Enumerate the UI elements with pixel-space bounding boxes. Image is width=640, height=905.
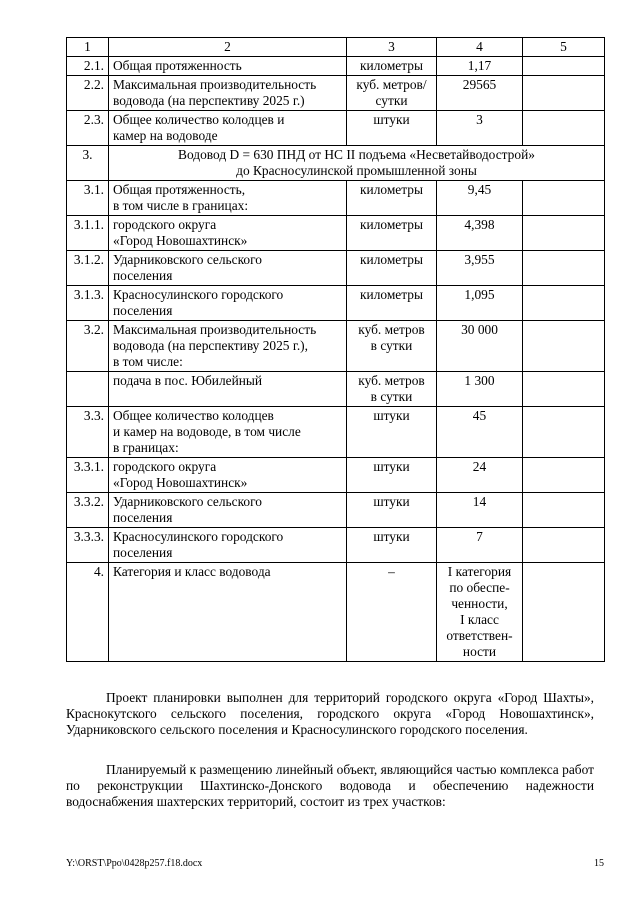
value-cell [437, 407, 523, 458]
table-row [67, 528, 605, 563]
row-number-cell-text: 2.3. [83, 112, 104, 127]
value-cell-text: 14 [472, 494, 487, 509]
specification-table [66, 37, 605, 662]
value-cell-text: 3,955 [464, 252, 495, 267]
row-number-cell-text: 3.1.3. [73, 287, 104, 302]
unit-cell [347, 458, 437, 493]
table-row [67, 372, 605, 407]
value-cell-text: 24 [472, 459, 487, 474]
row-number-cell [67, 407, 109, 458]
column-5-cell [523, 76, 605, 111]
value-cell-text: 3 [476, 112, 483, 127]
table-row [67, 458, 605, 493]
unit-cell-text: километры [360, 182, 423, 197]
table-row [67, 321, 605, 372]
description-cell-text: Общее количество колодцев и камер на водоводе [113, 112, 285, 143]
description-cell-text: Красносулинского городского поселения [113, 287, 284, 318]
unit-cell [347, 76, 437, 111]
column-5-cell [523, 251, 605, 286]
row-number-cell-text: 3. [82, 147, 93, 162]
row-number-cell [67, 146, 109, 181]
unit-cell [347, 528, 437, 563]
row-number-cell-text: 3.3.3. [73, 529, 104, 544]
column-5-cell [523, 111, 605, 146]
unit-cell-text: километры [360, 287, 423, 302]
column-5-cell [523, 458, 605, 493]
section-title-cell [109, 146, 605, 181]
value-cell-text: 45 [472, 408, 487, 423]
table-row [67, 286, 605, 321]
unit-cell-text: – [388, 564, 395, 579]
description-cell [109, 216, 347, 251]
unit-cell [347, 321, 437, 372]
unit-cell-text: километры [360, 217, 423, 232]
description-cell [109, 493, 347, 528]
description-cell [109, 57, 347, 76]
unit-cell [347, 563, 437, 662]
row-number-cell [67, 251, 109, 286]
header-cell-3: 3 [347, 38, 437, 57]
row-number-cell [67, 458, 109, 493]
value-cell [437, 181, 523, 216]
table-row [67, 563, 605, 662]
value-cell-text: 29565 [462, 77, 497, 92]
footer-page-number: 15 [594, 858, 604, 869]
table-row [67, 146, 605, 181]
unit-cell [347, 493, 437, 528]
row-number-cell [67, 216, 109, 251]
description-cell-text: Ударниковского сельского поселения [113, 494, 262, 525]
unit-cell-text: штуки [373, 494, 410, 509]
row-number-cell [67, 493, 109, 528]
unit-cell [347, 251, 437, 286]
row-number-cell [67, 321, 109, 372]
unit-cell-text: километры [360, 58, 423, 73]
value-cell [437, 493, 523, 528]
unit-cell-text: штуки [373, 112, 410, 127]
row-number-cell [67, 76, 109, 111]
description-cell-text: Общая протяженность, в том числе в границах: [113, 182, 249, 213]
unit-cell-text: километры [360, 252, 423, 267]
row-number-cell-text: 2.1. [83, 58, 104, 73]
value-cell [437, 563, 523, 662]
value-cell-text: 1,095 [464, 287, 495, 302]
description-cell [109, 321, 347, 372]
description-cell [109, 181, 347, 216]
value-cell-text: I категория по обеспе- ченности, I класс ответствен- ности [446, 564, 513, 659]
header-cell-2: 2 [109, 38, 347, 57]
unit-cell [347, 407, 437, 458]
unit-cell [347, 111, 437, 146]
unit-cell-text: штуки [373, 529, 410, 544]
row-number-cell [67, 563, 109, 662]
value-cell [437, 251, 523, 286]
description-cell-text: Максимальная производительность водовода (на перспективу 2025 г.), в том числе: [113, 322, 317, 369]
unit-cell [347, 286, 437, 321]
description-cell-text: Общая протяженность [113, 58, 242, 73]
row-number-cell-text: 4. [93, 564, 104, 579]
row-number-cell-text: 3.1.2. [73, 252, 104, 267]
value-cell-text: 1,17 [467, 58, 492, 73]
row-number-cell-text: 3.3.2. [73, 494, 104, 509]
value-cell-text: 7 [476, 529, 483, 544]
value-cell [437, 216, 523, 251]
table-row [67, 493, 605, 528]
description-cell-text: Красносулинского городского поселения [113, 529, 284, 560]
description-cell [109, 251, 347, 286]
unit-cell [347, 181, 437, 216]
value-cell [437, 372, 523, 407]
unit-cell-text: куб. метров в сутки [358, 373, 425, 404]
row-number-cell [67, 528, 109, 563]
row-number-cell-text: 3.2. [83, 322, 104, 337]
row-number-cell [67, 286, 109, 321]
table-row [67, 181, 605, 216]
row-number-cell [67, 111, 109, 146]
description-cell-text: городского округа «Город Новошахтинск» [113, 217, 248, 248]
row-number-cell-text: 3.3.1. [73, 459, 104, 474]
footer-file-path: Y:\ORST\Ppo\0428p257.f18.docx [66, 858, 203, 869]
value-cell [437, 76, 523, 111]
description-cell-text: Ударниковского сельского поселения [113, 252, 262, 283]
table-row [67, 57, 605, 76]
paragraph-planning-scope: Проект планировки выполнен для территорий городского округа «Город Шахты», Краснокутского сельского поселения, городского округа «Город Новошахтинск», Ударниковского сельского поселения и Красносулинского городского поселения. [66, 690, 594, 737]
column-5-cell [523, 372, 605, 407]
column-5-cell [523, 528, 605, 563]
table-row [67, 111, 605, 146]
unit-cell-text: штуки [373, 459, 410, 474]
description-cell [109, 458, 347, 493]
column-5-cell [523, 57, 605, 76]
column-5-cell [523, 493, 605, 528]
description-cell [109, 528, 347, 563]
row-number-cell [67, 181, 109, 216]
unit-cell [347, 372, 437, 407]
description-cell [109, 76, 347, 111]
paragraph-object-description: Планируемый к размещению линейный объект, являющийся частью комплекса работ по реконструкции Шахтинско-Донского водовода и обеспечению надежности водоснабжения шахтерских территорий, состоит из трех участков: [66, 762, 594, 809]
row-number-cell-text: 2.2. [83, 77, 104, 92]
value-cell-text: 4,398 [464, 217, 495, 232]
table-row [67, 216, 605, 251]
description-cell [109, 372, 347, 407]
table-row [67, 251, 605, 286]
unit-cell-text: куб. метров/ сутки [356, 77, 427, 108]
unit-cell [347, 216, 437, 251]
section-title-cell-text: Водовод D = 630 ПНД от НС II подъема «Несветайводострой» до Красносулинской промышленной зоны [178, 147, 535, 178]
value-cell [437, 111, 523, 146]
description-cell-text: городского округа «Город Новошахтинск» [113, 459, 248, 490]
description-cell-text: подача в пос. Юбилейный [113, 373, 263, 388]
description-cell-text: Общее количество колодцев и камер на водоводе, в том числе в границах: [113, 408, 301, 455]
header-cell-5: 5 [523, 38, 605, 57]
row-number-cell [67, 57, 109, 76]
row-number-cell [67, 372, 109, 407]
value-cell [437, 528, 523, 563]
row-number-cell-text: 3.1.1. [73, 217, 104, 232]
column-5-cell [523, 563, 605, 662]
column-5-cell [523, 181, 605, 216]
value-cell [437, 57, 523, 76]
column-5-cell [523, 407, 605, 458]
table-row [67, 76, 605, 111]
header-row [67, 38, 605, 57]
description-cell-text: Категория и класс водовода [113, 564, 271, 579]
unit-cell [347, 57, 437, 76]
value-cell-text: 1 300 [464, 373, 495, 388]
column-5-cell [523, 216, 605, 251]
header-cell-4: 4 [437, 38, 523, 57]
description-cell-text: Максимальная производительность водовода (на перспективу 2025 г.) [113, 77, 317, 108]
description-cell [109, 286, 347, 321]
row-number-cell-text: 3.3. [83, 408, 104, 423]
description-cell [109, 407, 347, 458]
table-body [67, 38, 605, 662]
header-cell-1: 1 [67, 38, 109, 57]
unit-cell-text: куб. метров в сутки [358, 322, 425, 353]
column-5-cell [523, 286, 605, 321]
column-5-cell [523, 321, 605, 372]
description-cell [109, 111, 347, 146]
row-number-cell-text: 3.1. [83, 182, 104, 197]
value-cell-text: 30 000 [461, 322, 498, 337]
description-cell [109, 563, 347, 662]
value-cell [437, 458, 523, 493]
unit-cell-text: штуки [373, 408, 410, 423]
value-cell [437, 286, 523, 321]
value-cell [437, 321, 523, 372]
table-row [67, 407, 605, 458]
value-cell-text: 9,45 [467, 182, 492, 197]
